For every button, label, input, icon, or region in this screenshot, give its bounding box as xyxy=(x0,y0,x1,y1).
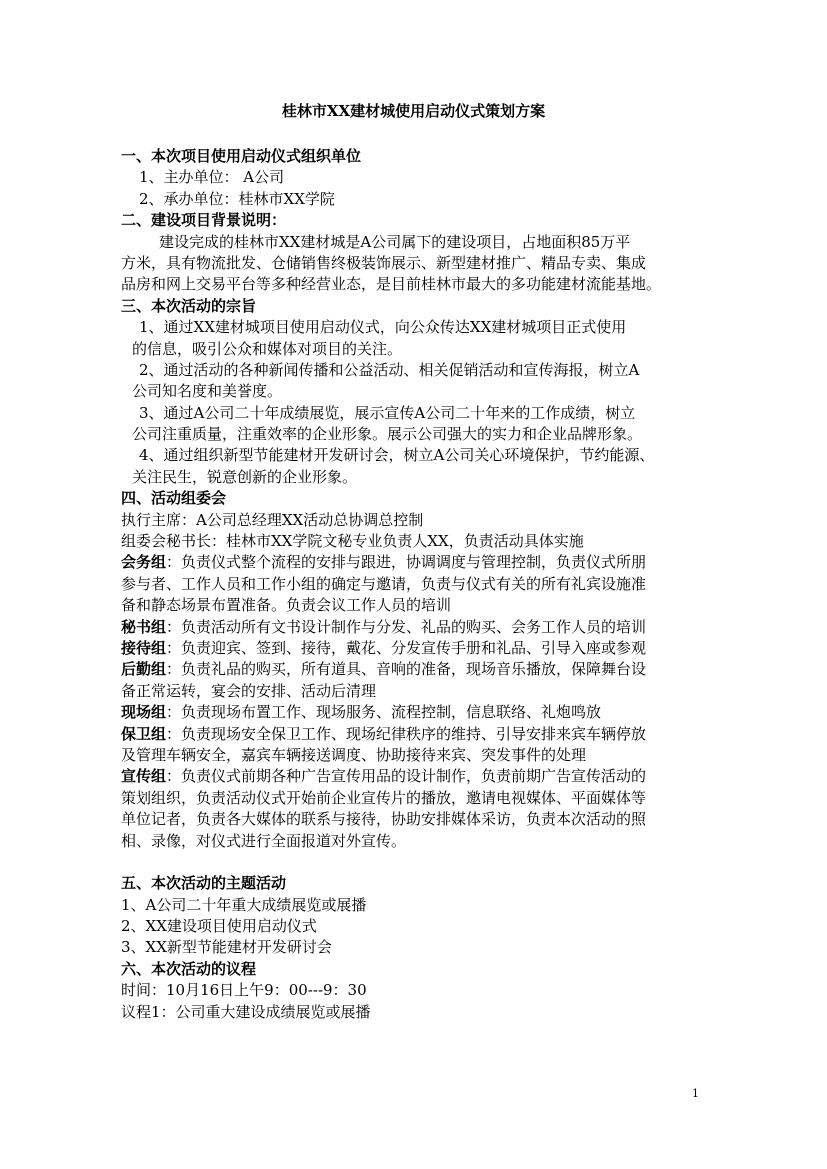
group-label: 后勤组 xyxy=(121,660,167,679)
group-text: ：负责仪式前期各种广告宣传用品的设计制作，负责前期广告宣传活动的 xyxy=(166,767,647,786)
group-line xyxy=(121,702,711,723)
group-text: ：负责礼品的购买，所有道具、音响的准备，现场音乐播放，保障舞台设 xyxy=(166,660,647,679)
text-line: 2、XX建设项目使用启动仪式 xyxy=(121,917,317,936)
text-line: 关注民生，锐意创新的企业形象。 xyxy=(132,467,358,486)
group-text: ：负责现场安全保卫工作、现场纪律秩序的维持、引导安排来宾车辆停放 xyxy=(166,724,647,743)
text-line: 1、A公司二十年重大成绩展览或展播 xyxy=(121,895,367,914)
group-line xyxy=(121,638,711,659)
section-heading: 四、活动组委会 xyxy=(121,489,227,508)
group-label: 保卫组 xyxy=(121,724,167,743)
text-line: 1、通过XX建材城项目使用启动仪式，向公众传达XX建材城项目正式使用 xyxy=(139,318,627,337)
section-heading: 五、本次活动的主题活动 xyxy=(121,874,287,893)
text-line: 议程1：公司重大建设成绩展览或展播 xyxy=(121,1002,371,1021)
text-line: 1、主办单位： A公司 xyxy=(139,168,285,187)
group-label: 接待组 xyxy=(121,638,167,657)
text-line: 参与者、工作人员和工作小组的确定与邀请，负责与仪式有关的所有礼宾设施准 xyxy=(121,574,647,593)
group-line xyxy=(121,552,711,573)
text-line: 相、录像，对仪式进行全面报道对外宣传。 xyxy=(121,831,407,850)
group-label: 秘书组 xyxy=(121,617,167,636)
text-line: 3、XX新型节能建材开发研讨会 xyxy=(121,938,332,957)
text-line: 公司知名度和美誉度。 xyxy=(132,382,283,401)
blank-line xyxy=(121,852,711,873)
text-line: 品房和网上交易平台等多种经营业态，是目前桂林市最大的多功能建材流能基地。 xyxy=(121,275,662,294)
text-line: 的信息，吸引公众和媒体对项目的关注。 xyxy=(132,339,403,358)
group-label: 会务组 xyxy=(121,553,167,572)
section-heading: 一、本次项目使用启动仪式组织单位 xyxy=(121,147,362,165)
text-line: 方米，具有物流批发、仓储销售终极装饰展示、新型建材推广、精品专卖、集成 xyxy=(121,253,647,272)
document-body xyxy=(121,146,711,1023)
text-line: 备正常运转，宴会的安排、活动后清理 xyxy=(121,681,377,700)
text-line: 公司注重质量，注重效率的企业形象。展示公司强大的实力和企业品牌形象。 xyxy=(132,425,643,444)
group-text: ：负责迎宾、签到、接待，戴花、分发宣传手册和礼品、引导入座或参观 xyxy=(166,638,647,657)
page-number: 1 xyxy=(692,1087,699,1100)
group-label: 宣传组 xyxy=(121,767,167,786)
text-line: 建设完成的桂林市XX建材城是A公司属下的建设项目，占地面积85万平 xyxy=(159,232,631,251)
text-line: 策划组织，负责活动仪式开始前企业宣传片的播放，邀请电视媒体、平面媒体等 xyxy=(121,788,647,807)
group-text: ：负责活动所有文书设计制作与分发、礼品的购买、会务工作人员的培训 xyxy=(166,617,647,636)
group-text: ：负责仪式整个流程的安排与跟进，协调调度与管理控制，负责仪式所朋 xyxy=(166,553,647,572)
section-heading: 六、本次活动的议程 xyxy=(121,959,257,978)
text-line: 2、承办单位：桂林市XX学院 xyxy=(139,189,335,208)
text-line: 时间：10月16日上午9：00---9：30 xyxy=(121,981,367,1000)
group-line xyxy=(121,659,711,680)
text-line: 组委会秘书长：桂林市XX学院文秘专业负责人XX，负责活动具体实施 xyxy=(121,532,584,551)
group-line xyxy=(121,617,711,638)
text-line: 执行主席：A公司总经理XX活动总协调总控制 xyxy=(121,510,424,529)
page-title: 桂林市XX建材城使用启动仪式策划方案 xyxy=(281,102,546,120)
text-line: 3、通过A公司二十年成绩展览，展示宣传A公司二十年来的工作成绩，树立 xyxy=(139,403,636,422)
section-heading: 三、本次活动的宗旨 xyxy=(121,296,257,315)
text-line: 单位记者，负责各大媒体的联系与接待，协助安排媒体采访，负责本次活动的照 xyxy=(121,810,647,829)
text-line: 2、通过活动的各种新闻传播和公益活动、相关促销活动和宣传海报，树立A xyxy=(139,360,640,379)
text-line: 及管理车辆安全，嘉宾车辆接送调度、协助接待来宾、突发事件的处理 xyxy=(121,745,587,764)
text-line: 4、通过组织新型节能建材开发研讨会，树立A公司关心环境保护，节约能源、 xyxy=(139,446,655,465)
group-line xyxy=(121,724,711,745)
section-heading: 二、建设项目背景说明： xyxy=(121,211,287,230)
text-line: 备和静态场景布置准备。负责会议工作人员的培训 xyxy=(121,596,452,615)
group-line xyxy=(121,766,711,787)
group-text: ：负责现场布置工作、现场服务、流程控制，信息联络、礼炮鸣放 xyxy=(166,703,602,722)
group-label: 现场组 xyxy=(121,703,167,722)
